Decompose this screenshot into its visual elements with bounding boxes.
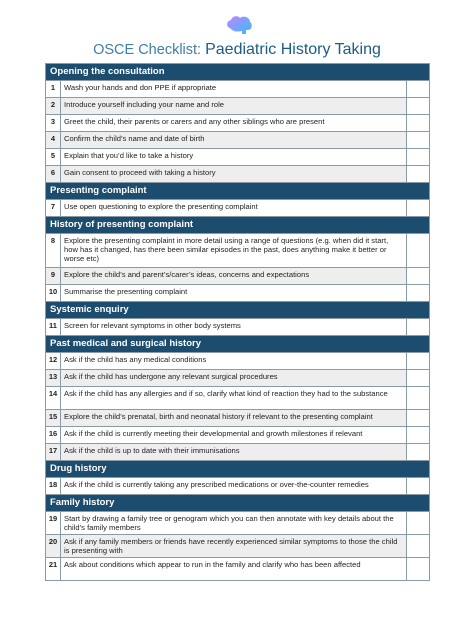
checklist-row (46, 387, 429, 410)
checklist-row (46, 535, 429, 558)
item-text: Ask if the child is up to date with their immunisations (61, 444, 407, 460)
page-title (0, 42, 474, 58)
checkbox[interactable] (407, 268, 429, 284)
checkbox[interactable] (407, 427, 429, 443)
checklist-row (46, 558, 429, 581)
item-number: 11 (46, 319, 61, 335)
checklist-row (46, 166, 429, 183)
item-text: Explore the child’s and parent’s/carer’s ideas, concerns and expectations (61, 268, 407, 284)
checklist-table (45, 63, 430, 581)
item-text: Use open questioning to explore the presenting complaint (61, 200, 407, 216)
item-text: Start by drawing a family tree or genogram which you can then annotate with key details about the child’s family members (61, 512, 407, 534)
section-heading: Opening the consultation (46, 64, 429, 81)
checkbox[interactable] (407, 410, 429, 426)
checklist-row (46, 98, 429, 115)
checkbox[interactable] (407, 285, 429, 301)
section-heading: Family history (46, 495, 429, 512)
checkbox[interactable] (407, 319, 429, 335)
checklist-row (46, 319, 429, 336)
section-rows (46, 478, 429, 495)
checklist-row (46, 132, 429, 149)
item-number: 9 (46, 268, 61, 284)
checklist-row (46, 149, 429, 166)
item-text: Explore the child’s prenatal, birth and neonatal history if relevant to the presenting complaint (61, 410, 407, 426)
checkbox[interactable] (407, 512, 429, 534)
item-text: Explore the presenting complaint in more detail using a range of questions (e.g. when did it start, how has it changed, has there been similar episodes in the past, does anything make it better or worse etc) (61, 234, 407, 267)
item-text: Greet the child, their parents or carers and any other siblings who are present (61, 115, 407, 131)
item-text: Confirm the child’s name and date of birth (61, 132, 407, 148)
checklist-row (46, 285, 429, 302)
item-text: Gain consent to proceed with taking a history (61, 166, 407, 182)
item-text: Ask if the child has undergone any relevant surgical procedures (61, 370, 407, 386)
item-number: 8 (46, 234, 61, 267)
item-text: Screen for relevant symptoms in other body systems (61, 319, 407, 335)
section-rows (46, 200, 429, 217)
item-number: 20 (46, 535, 61, 557)
section-heading: Systemic enquiry (46, 302, 429, 319)
item-number: 12 (46, 353, 61, 369)
item-number: 17 (46, 444, 61, 460)
section-rows (46, 512, 429, 581)
item-number: 21 (46, 558, 61, 580)
checkbox[interactable] (407, 444, 429, 460)
section-rows (46, 353, 429, 461)
brain-logo-icon (224, 14, 254, 38)
checklist-row (46, 478, 429, 495)
checkbox[interactable] (407, 558, 429, 580)
item-text: Ask about conditions which appear to run in the family and clarify who has been affected (61, 558, 407, 580)
checkbox[interactable] (407, 98, 429, 114)
item-number: 13 (46, 370, 61, 386)
title-main: Paediatric History Taking (205, 41, 381, 58)
checklist-row (46, 268, 429, 285)
checkbox[interactable] (407, 478, 429, 494)
checklist-row (46, 427, 429, 444)
checklist-row (46, 512, 429, 535)
section-rows (46, 234, 429, 302)
section-rows (46, 319, 429, 336)
item-number: 16 (46, 427, 61, 443)
checklist-row (46, 200, 429, 217)
checkbox[interactable] (407, 353, 429, 369)
checkbox[interactable] (407, 166, 429, 182)
checkbox[interactable] (407, 370, 429, 386)
checkbox[interactable] (407, 387, 429, 409)
item-text: Ask if the child has any allergies and if so, clarify what kind of reaction they had to the substance (61, 387, 407, 409)
item-text: Ask if the child is currently taking any prescribed medications or over-the-counter remedies (61, 478, 407, 494)
checkbox[interactable] (407, 81, 429, 97)
section-heading: Presenting complaint (46, 183, 429, 200)
item-text: Ask if any family members or friends have recently experienced similar symptoms to those the child is presenting with (61, 535, 407, 557)
item-number: 1 (46, 81, 61, 97)
checklist-row (46, 410, 429, 427)
section-rows (46, 81, 429, 183)
checkbox[interactable] (407, 535, 429, 557)
checklist-row (46, 81, 429, 98)
item-number: 7 (46, 200, 61, 216)
section-heading: Past medical and surgical history (46, 336, 429, 353)
item-number: 4 (46, 132, 61, 148)
item-number: 5 (46, 149, 61, 165)
item-number: 18 (46, 478, 61, 494)
checkbox[interactable] (407, 149, 429, 165)
item-text: Ask if the child is currently meeting their developmental and growth milestones if relevant (61, 427, 407, 443)
checklist-row (46, 234, 429, 268)
item-number: 2 (46, 98, 61, 114)
item-number: 14 (46, 387, 61, 409)
item-number: 19 (46, 512, 61, 534)
item-number: 3 (46, 115, 61, 131)
item-text: Wash your hands and don PPE if appropriate (61, 81, 407, 97)
checkbox[interactable] (407, 115, 429, 131)
title-prefix: OSCE Checklist: (93, 42, 202, 58)
item-number: 6 (46, 166, 61, 182)
item-text: Ask if the child has any medical conditions (61, 353, 407, 369)
checklist-row (46, 444, 429, 461)
section-heading: History of presenting complaint (46, 217, 429, 234)
item-text: Introduce yourself including your name and role (61, 98, 407, 114)
item-text: Summarise the presenting complaint (61, 285, 407, 301)
checkbox[interactable] (407, 200, 429, 216)
checklist-row (46, 370, 429, 387)
checklist-row (46, 353, 429, 370)
checklist-row (46, 115, 429, 132)
item-number: 10 (46, 285, 61, 301)
checkbox[interactable] (407, 132, 429, 148)
checkbox[interactable] (407, 234, 429, 267)
section-heading: Drug history (46, 461, 429, 478)
item-text: Explain that you’d like to take a history (61, 149, 407, 165)
item-number: 15 (46, 410, 61, 426)
